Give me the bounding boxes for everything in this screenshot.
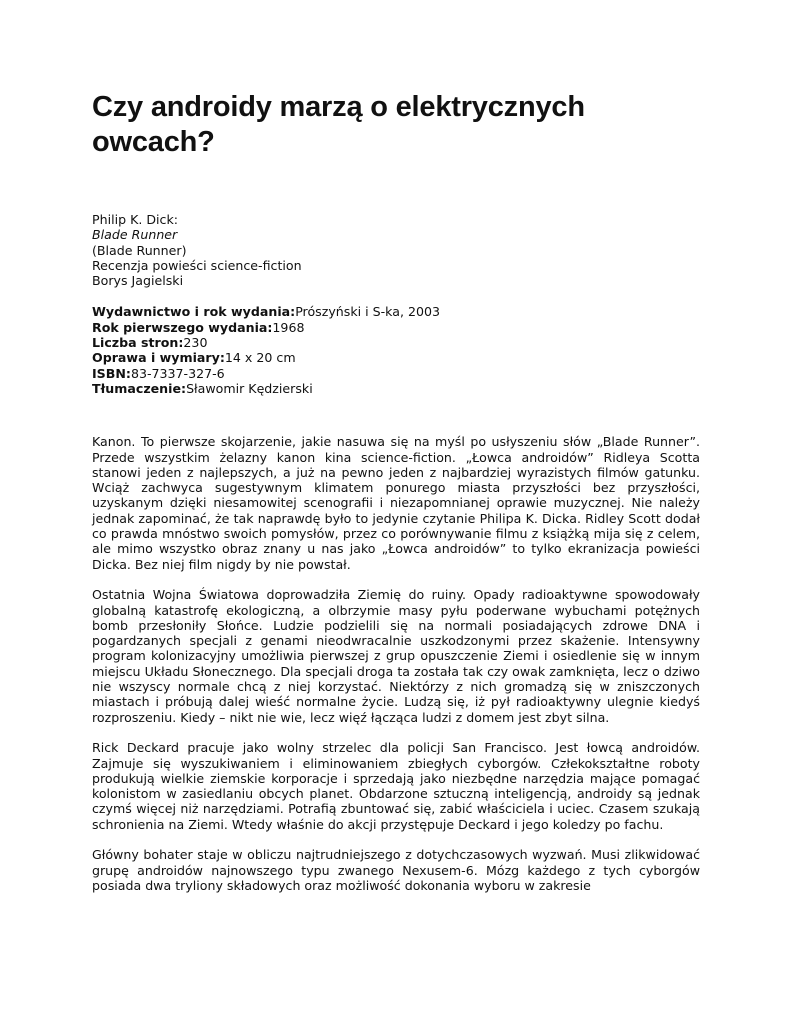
detail-translator bbox=[92, 381, 700, 396]
paragraph: Główny bohater staje w obliczu najtrudniejszego z dotychczasowych wyzwań. Musi zlikwidować grupę androidów najnowszego typu zwanego Nexusem-6. Mózg każdego z tych cyborgów posiada dwa tryliony składowych oraz możliwość dokonania wyboru w zakresie bbox=[92, 847, 700, 893]
detail-first-edition bbox=[92, 320, 700, 335]
book-title: Blade Runner bbox=[92, 227, 178, 243]
detail-value: 230 bbox=[183, 335, 208, 351]
paragraph: Ostatnia Wojna Światowa doprowadziła Ziemię do ruiny. Opady radioaktywne spowodowały globalną katastrofę ekologiczną, a olbrzymie masy pyłu poderwane wybuchami potężnych bomb przesłoniły Słońce. Ludzie podzielili się na normali posiadających zdrowe DNA i pogardzanych specjali z genami nieodwracalnie uszkodzonymi przez skażenie. Intensywny program kolonizacyjny umożliwia pierwszej z grup opuszczenie Ziemi i osiedlenie się w innym miejscu Układu Słonecznego. Dla specjali droga ta została tak czy owak zamknięta, lecz o dziwo nie wszyscy normale chcą z niej korzystać. Niektórzy z nich gromadzą się w zniszczonych miastach i próbują dalej wieść normalne życie. Ludzą się, iż pył radioaktywny ulegnie kiedyś rozproszeniu. Kiedy – nikt nie wie, lecz więź łącząca ludzi z domem jest zbyt silna. bbox=[92, 587, 700, 725]
book-reviewer: Borys Jagielski bbox=[92, 273, 184, 289]
detail-value: Sławomir Kędzierski bbox=[186, 380, 313, 396]
paragraph: Kanon. To pierwsze skojarzenie, jakie nasuwa się na myśl po usłyszeniu słów „Blade Runner”. Przede wszystkim żelazny kanon kina science-fiction. „Łowca androidów” Ridleya Scotta stanowi jeden z najlepszych, a już na pewno jeden z najbardziej wyrazistych filmów gatunku. Wciąż zachwyca sugestywnym klimatem ponurego miasta przyszłości bez przyszłości, uzyskanym dzięki niesamowitej scenografii i niezapomnianej oprawie muzycznej. Nie należy jednak zapominać, że tak naprawdę było to jedynie czytanie Philipa K. Dicka. Ridley Scott dodał co prawda mnóstwo swoich pomysłów, przez co porównywanie filmu z książką mija się z celem, ale mimo wszystko obraz znany u nas jako „Łowca androidów” to tylko ekranizacja powieści Dicka. Bez niej film nigdy by nie powstał. bbox=[92, 434, 700, 572]
book-original-title: (Blade Runner) bbox=[92, 242, 187, 258]
detail-value: 1968 bbox=[272, 319, 305, 335]
detail-label: ISBN: bbox=[92, 365, 131, 381]
detail-value: Prószyński i S-ka, 2003 bbox=[295, 304, 441, 320]
book-genre: Recenzja powieści science-fiction bbox=[92, 257, 302, 273]
detail-label: Rok pierwszego wydania: bbox=[92, 319, 273, 335]
detail-pages bbox=[92, 335, 700, 350]
detail-isbn bbox=[92, 366, 700, 381]
detail-label: Liczba stron: bbox=[92, 335, 184, 351]
paragraph: Rick Deckard pracuje jako wolny strzelec dla policji San Francisco. Jest łowcą androidów. Zajmuje się wyszukiwaniem i eliminowaniem zbiegłych cyborgów. Człekokształtne roboty produkują wielkie ziemskie korporacje i sprzedają jako niezbędne narzędzia mające pomagać kolonistom w zasiedlaniu obcych planet. Obdarzone sztuczną inteligencją, androidy są jednak czymś więcej niż narzędziami. Potrafią zbuntować się, zabić właściciela i uciec. Czasem szukają schronienia na Ziemi. Wtedy właśnie do akcji przystępuje Deckard i jego koledzy po fachu. bbox=[92, 740, 700, 832]
detail-binding bbox=[92, 350, 700, 365]
book-info bbox=[92, 212, 700, 288]
detail-value: 14 x 20 cm bbox=[224, 350, 296, 366]
detail-label: Oprawa i wymiary: bbox=[92, 350, 225, 366]
detail-label: Wydawnictwo i rok wydania: bbox=[92, 304, 296, 320]
book-details bbox=[92, 304, 700, 396]
detail-value: 83-7337-327-6 bbox=[130, 365, 225, 381]
document-page bbox=[92, 90, 700, 908]
book-author: Philip K. Dick: bbox=[92, 212, 178, 227]
detail-label: Tłumaczenie: bbox=[92, 380, 187, 396]
review-body bbox=[92, 434, 700, 893]
page-title: Czy androidy marzą o elektrycznych owcach? bbox=[92, 91, 585, 158]
detail-publisher bbox=[92, 304, 700, 319]
